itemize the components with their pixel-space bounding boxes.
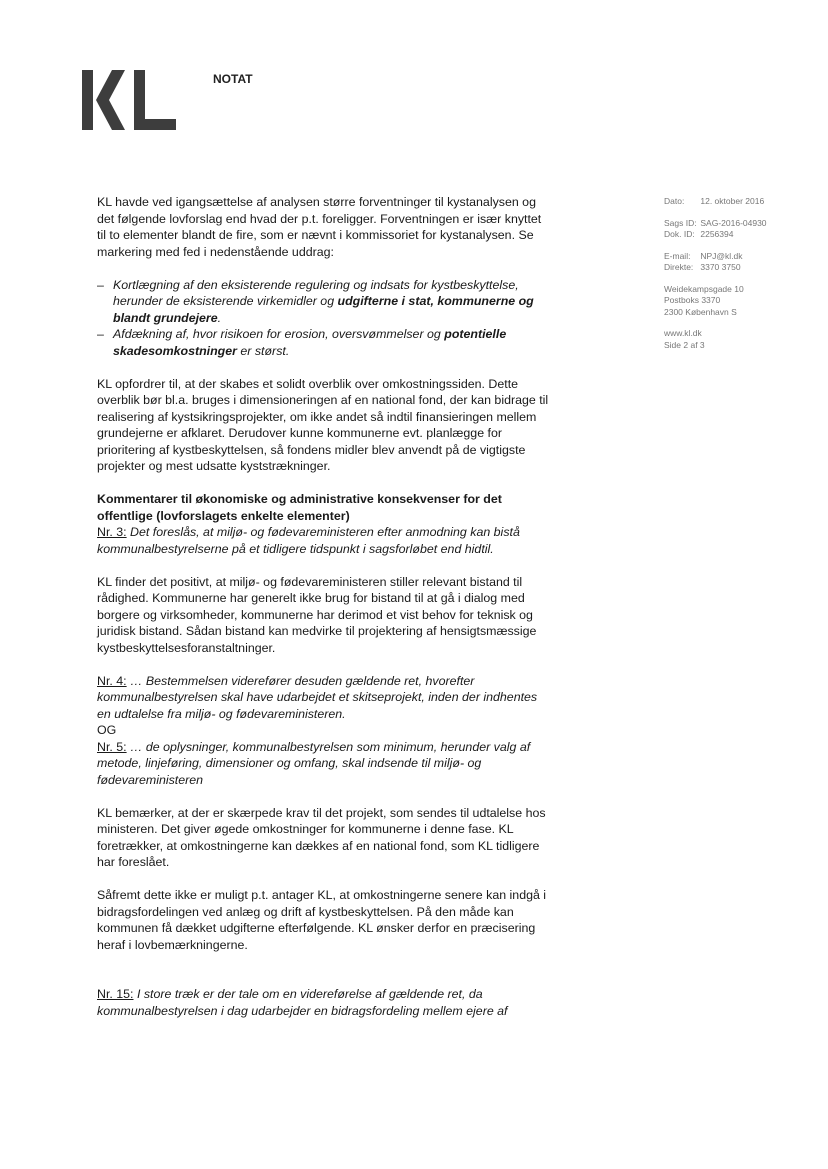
- nr15-label: Nr. 15:: [97, 987, 134, 1001]
- requirements-paragraph: KL bemærker, at der er skærpede krav til det projekt, som sendes til udtalelse hos ministeren. Det giver øgede omkostninger for kommunerne i denne fase. KL foretrækker, at omkostningerne kan dækkes af en national fond, som KL tidligere har foreslået.: [97, 805, 546, 869]
- excerpt-2-text: Afdækning af, hvor risikoen for erosion, oversvømmelser og: [113, 327, 445, 341]
- document-meta-sidebar: [664, 196, 814, 361]
- nr5-label: Nr. 5:: [97, 739, 127, 754]
- meta-web-group: [664, 328, 814, 351]
- document-body: [97, 194, 552, 1019]
- dok-id-value: 2256394: [700, 229, 734, 239]
- excerpt-1-end: .: [217, 310, 222, 325]
- nr3-label: Nr. 3:: [97, 525, 127, 539]
- nr5-quote: [97, 739, 552, 789]
- nr4-text: … Bestemmelsen viderefører desuden gældende ret, hvorefter kommunalbestyrelsen skal have udarbejdet et skitseprojekt, inden der indhentes en udtalelse fra miljø- og fødevareministeren.: [97, 673, 538, 721]
- nr5-text: … de oplysninger, kommunalbestyrelsen som minimum, herunder valg af metode, linjeføring, dimensioner og omfang, skal indsende til miljø- og fødevareministeren: [97, 739, 531, 787]
- nr3-quote: [97, 524, 552, 557]
- assistance-paragraph: KL finder det positivt, at miljø- og fødevareministeren stiller relevant bistand til rådighed. Kommunerne har generelt ikke brug for bistand til at gå i dialog med borgere og virksomheder, kommunerne har derimod et vist behov for teknisk og juridisk bistand. Sådan bistand kan medvirke til projektering af hensigtsmæssige kystbeskyttelsesforanstaltninger.: [97, 574, 537, 655]
- meta-contact-group: [664, 251, 814, 274]
- address-line-2: Postboks 3370: [664, 295, 721, 305]
- nr15-text: I store træk er der tale om en videreførelse af gældende ret, da kommunalbestyrelsen i dag udarbejder en bidragsfordeling mellem ejere af: [97, 987, 508, 1018]
- section-heading: Kommentarer til økonomiske og administrative konsekvenser for det offentlige (lovforslagets enkelte elementer): [97, 492, 502, 523]
- address-line-1: Weidekampsgade 10: [664, 283, 744, 294]
- meta-ids-group: [664, 218, 814, 241]
- page-number: Side 2 af 3: [664, 339, 705, 350]
- sags-id-value: SAG-2016-04930: [700, 217, 767, 228]
- nr4-quote: [97, 673, 552, 723]
- meta-email-row: [664, 251, 814, 263]
- meta-phone-row: [664, 262, 814, 274]
- nr15-quote: [97, 986, 552, 1019]
- meta-dok-row: [664, 229, 814, 241]
- excerpt-1-bold: udgifterne i stat, kommunerne og blandt grundejere: [113, 294, 534, 325]
- kl-logo: [82, 70, 178, 130]
- excerpt-item-2: [97, 326, 552, 359]
- cost-allocation-paragraph: Såfremt dette ikke er muligt p.t. antager KL, at omkostningerne senere kan indgå i bidragsfordelingen ved anlæg og drift af kystbeskyttelsen. På den måde kan kommunen få dækket udgifterne efterfølgende. KL ønsker derfor en præcisering heraf i lovbemærkningerne.: [97, 888, 547, 952]
- direkte-label: Direkte:: [664, 262, 694, 272]
- website-link[interactable]: www.kl.dk: [664, 328, 702, 338]
- email-label: E-mail:: [664, 250, 691, 261]
- intro-paragraph: KL havde ved igangsættelse af analysen større forventninger til kystanalysen og det følgende lovforslag end hvad der p.t. foreligger. Forventningen er især knyttet til to elementer blandt de fire, som er nævnt i kommissoriet for kystanalysen. Se markering med fed i nedenstående uddrag:: [97, 195, 542, 259]
- excerpt-2-bold: potentielle skadesomkostninger: [113, 327, 507, 358]
- document-type-label: NOTAT: [213, 72, 253, 86]
- meta-date-row: [664, 196, 814, 208]
- kommissorium-excerpt-list: [97, 277, 552, 360]
- sags-id-label: Sags ID:: [664, 217, 697, 228]
- date-value: 12. oktober 2016: [700, 196, 765, 206]
- overview-paragraph: KL opfordrer til, at der skabes et solidt overblik over omkostningssiden. Dette overblik bør bl.a. bruges i dimensioneringen af en national fond, der kan bidrage til realisering af kystsikringsprojekter, om ikke andet så indtil finansieringen mellem grundejerne er afklaret. Derudover kunne kommunerne evt. planlægge for prioritering af kystbeskyttelsen, så fondens midler blev anvendt på de vigtigste projekter og mest udsatte kyststrækninger.: [97, 376, 549, 473]
- meta-sags-row: [664, 218, 814, 230]
- excerpt-1-text: Kortlægning af den eksisterende regulering og indsats for kystbeskyttelse, herunder de eksisterende virkemidler og: [113, 277, 519, 308]
- meta-date-group: [664, 196, 814, 208]
- date-label: Dato:: [664, 196, 685, 206]
- direkte-value: 3370 3750: [700, 262, 741, 272]
- nr3-text: Det foreslås, at miljø- og fødevareministeren efter anmodning kan bistå kommunalbestyrelserne på et tidligere tidspunkt i sagsforløbet end hidtil.: [97, 525, 520, 556]
- excerpt-item-1: [97, 277, 552, 327]
- address-line-3: 2300 København S: [664, 306, 737, 317]
- og-separator: OG: [97, 723, 117, 737]
- excerpt-2-end: er størst.: [236, 343, 290, 358]
- dok-id-label: Dok. ID:: [664, 229, 695, 239]
- kl-logo-mark: [82, 70, 178, 130]
- nr4-label: Nr. 4:: [97, 673, 127, 688]
- meta-address-group: [664, 284, 814, 319]
- email-value[interactable]: NPJ@kl.dk: [700, 250, 743, 261]
